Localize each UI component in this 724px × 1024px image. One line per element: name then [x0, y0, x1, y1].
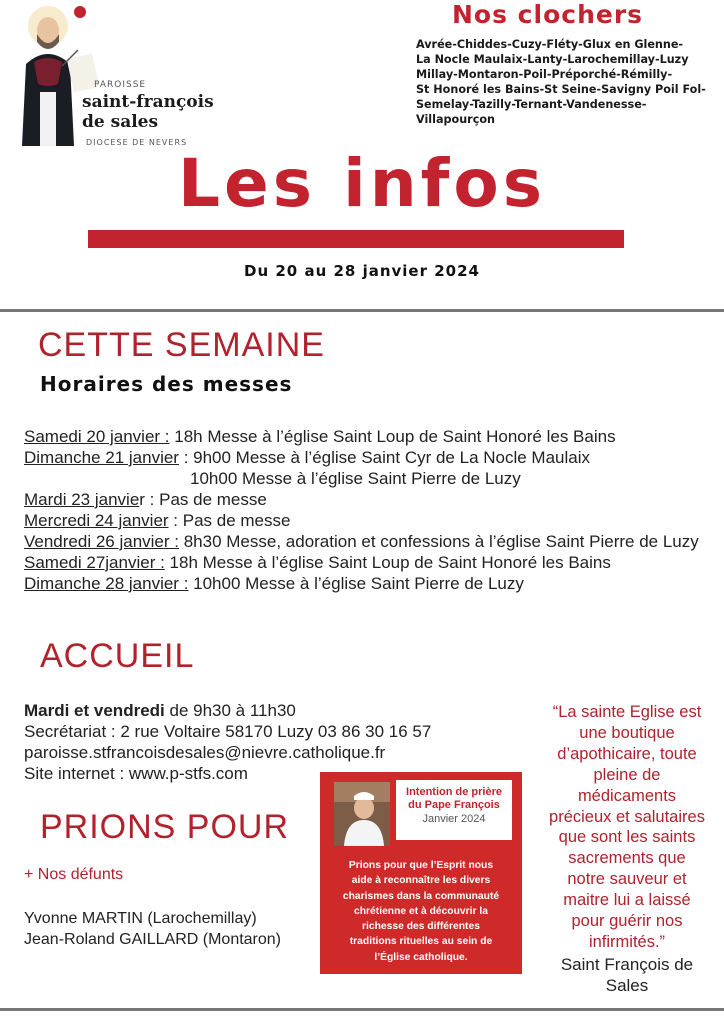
clochers-line: Avrée-Chiddes-Cuzy-Fléty-Glux en Glenne-	[416, 38, 684, 51]
mass-text: 10h00 Messe à l’église Saint Pierre de Luzy	[190, 469, 521, 488]
prayer-line: chrétienne et à découvrir la	[354, 905, 488, 917]
mass-text: : 9h00 Messe à l’église Saint Cyr de La Nocle Maulaix	[178, 448, 591, 467]
prayer-header	[396, 780, 512, 840]
prayer-intention-box	[320, 772, 522, 974]
mass-row	[24, 531, 724, 552]
quote-line: médicaments	[577, 786, 677, 805]
accueil-secretariat: Secrétariat : 2 rue Voltaire 58170 Luzy 03 86 30 16 57	[24, 722, 432, 741]
mass-day: Samedi 20 janvier :	[24, 427, 170, 446]
mass-row	[24, 552, 724, 573]
section-title-semaine: CETTE SEMAINE	[38, 326, 325, 364]
accueil-hours	[24, 700, 524, 721]
prions-subtitle: + Nos défunts	[24, 866, 124, 883]
diocese-label: DIOCESE DE NEVERS	[86, 138, 188, 147]
prayer-header-date: Janvier 2024	[422, 813, 486, 825]
parish-label: PAROISSE	[94, 80, 147, 90]
main-title: Les infos	[177, 145, 547, 222]
mass-text: 18h Messe à l’église Saint Loup de Saint Honoré les Bains	[169, 427, 616, 446]
section-title-prions: PRIONS POUR	[40, 808, 290, 846]
prayer-line: aide à reconnaître les divers	[351, 875, 491, 887]
quote-line: précieux et salutaires	[549, 807, 705, 826]
defunt-name: Yvonne MARTIN (Larochemillay)	[24, 910, 257, 927]
prayer-line: l’Église catholique.	[374, 951, 468, 963]
quote-line: sacrements que	[568, 849, 686, 868]
mass-day: Dimanche 21 janvier	[24, 448, 179, 467]
quote-line: “La sainte Eglise est	[552, 703, 702, 721]
parish-name-line1: saint-françois	[82, 92, 214, 112]
title-underline-bar	[88, 230, 624, 248]
mass-row	[24, 573, 724, 594]
prayer-header-line1: Intention de prière	[406, 786, 502, 798]
mass-text: 18h Messe à l’église Saint Loup de Saint Honoré les Bains	[164, 553, 611, 572]
quote-author-line2: Sales	[605, 976, 649, 995]
divider-top	[0, 309, 724, 312]
clochers-line: Villapourçon	[416, 113, 495, 126]
mass-text: r : Pas de messe	[139, 490, 267, 509]
quote-author	[532, 954, 722, 996]
quote-line: notre sauveur et	[567, 870, 687, 889]
prayer-line: richesse des différentes	[362, 921, 480, 933]
prayer-line: Prions pour que l’Esprit nous	[348, 860, 494, 871]
divider-bottom	[0, 1008, 724, 1011]
quote-line: une boutique	[579, 723, 675, 742]
clochers-line: Semelay-Tazilly-Ternant-Vandenesse-	[416, 98, 647, 111]
prayer-text	[326, 858, 516, 965]
clochers-line: Millay-Montaron-Poil-Préporché-Rémilly-	[416, 68, 673, 81]
accueil-time: de 9h30 à 11h30	[164, 701, 296, 720]
clochers-list	[416, 37, 720, 127]
parish-name	[82, 92, 214, 132]
clochers-line: St Honoré les Bains-St Seine-Savigny Poil Fol-	[416, 83, 706, 96]
quote-author-line1: Saint François de	[560, 955, 694, 974]
mass-schedule	[24, 426, 724, 594]
masses-subtitle: Horaires des messes	[40, 372, 293, 396]
quote-line: infirmités.”	[588, 932, 666, 951]
accueil-email[interactable]: paroisse.stfrancoisdesales@nievre.catholique.fr	[24, 743, 386, 762]
parish-name-line2: de sales	[82, 112, 159, 132]
clochers-title: Nos clochers	[452, 0, 644, 29]
quote-line: d’apothicaire, toute	[557, 744, 697, 763]
mass-day: Dimanche 28 janvier :	[24, 574, 189, 593]
saint-quote	[532, 702, 722, 953]
mass-row	[24, 426, 724, 447]
defunts-list	[24, 908, 281, 950]
mass-text: 10h00 Messe à l’église Saint Pierre de Luzy	[188, 574, 524, 593]
quote-line: que sont les saints	[558, 828, 696, 847]
mass-row	[24, 510, 724, 531]
mass-day: Samedi 27janvier :	[24, 553, 165, 572]
mass-text: 8h30 Messe, adoration et confessions à l’église Saint Pierre de Luzy	[179, 532, 699, 551]
accueil-website[interactable]: Site internet : www.p-stfs.com	[24, 764, 248, 783]
quote-line: pour guérir nos	[571, 912, 683, 931]
defunt-name: Jean-Roland GAILLARD (Montaron)	[24, 931, 282, 948]
accueil-days: Mardi et vendredi	[24, 701, 165, 720]
mass-row	[24, 489, 724, 510]
mass-row	[24, 468, 724, 489]
quote-line: maitre lui a laissé	[563, 891, 691, 910]
mass-day: Vendredi 26 janvier :	[24, 532, 179, 551]
quote-line: pleine de	[593, 765, 661, 784]
prayer-header-line2: du Pape François	[408, 799, 500, 811]
section-title-accueil: ACCUEIL	[40, 637, 195, 675]
pope-photo	[334, 782, 390, 846]
date-range: Du 20 au 28 janvier 2024	[244, 262, 480, 280]
prayer-line: charismes dans la communauté	[342, 890, 500, 902]
clochers-line: La Nocle Maulaix-Lanty-Larochemillay-Luzy	[416, 53, 689, 66]
mass-row	[24, 447, 724, 468]
prayer-line: traditions rituelles au sein de	[349, 936, 493, 948]
mass-day: Mercredi 24 janvier	[24, 511, 169, 530]
mass-text: : Pas de messe	[168, 511, 291, 530]
mass-day: Mardi 23 janvie	[24, 490, 140, 509]
